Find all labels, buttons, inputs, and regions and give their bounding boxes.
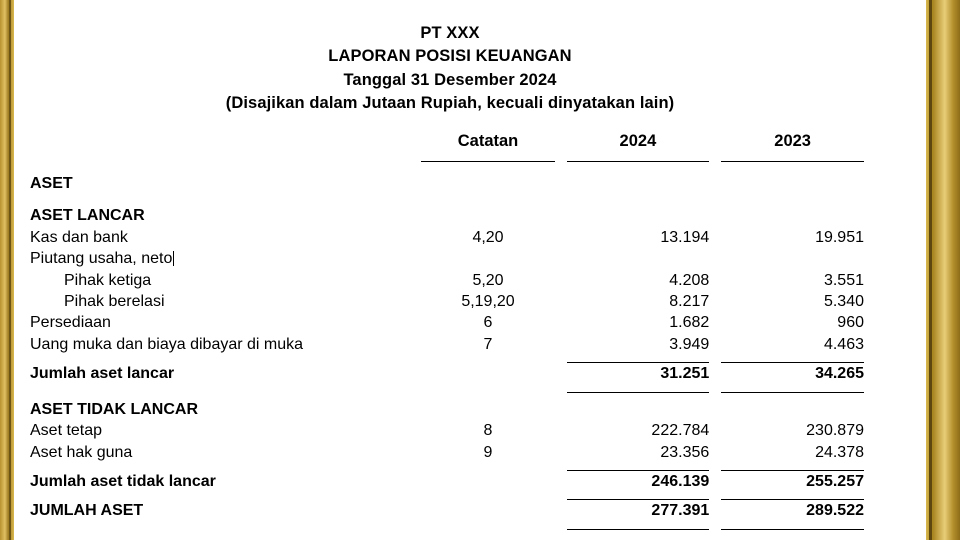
- rule-year2-cell: [715, 492, 870, 500]
- subtotal-rule-row: [30, 355, 870, 363]
- cell-year1: 31.251: [660, 365, 710, 383]
- cell-note: [415, 500, 560, 521]
- rule-year1-cell: [561, 463, 716, 471]
- column-header-note: Catatan: [457, 131, 519, 150]
- subtotal-rule-row: [30, 463, 870, 471]
- row-label-kas-dan-bank: Kas dan bank: [30, 228, 128, 246]
- cell-note: [415, 173, 560, 194]
- rule-year1-cell: [561, 355, 716, 363]
- cell-year1: 222.784: [651, 422, 710, 440]
- table-row: [30, 270, 870, 291]
- row-label-jumlah-aset: JUMLAH ASET: [30, 502, 144, 520]
- table-row: [30, 420, 870, 441]
- rule-label-cell: [30, 492, 415, 500]
- cell-year1: 277.391: [651, 502, 710, 520]
- column-header-year-2024: 2024: [619, 131, 657, 150]
- statement-header: [30, 22, 870, 116]
- cell-year1: 246.139: [651, 473, 710, 491]
- column-header-label: [30, 130, 415, 154]
- cell-year2: 34.265: [815, 365, 864, 383]
- cell-note: 4,20: [472, 228, 504, 246]
- table-row: [30, 248, 870, 269]
- header-rule-year2-cell: [715, 154, 870, 162]
- table-row: [30, 291, 870, 312]
- text-cursor-caret: [173, 251, 174, 266]
- cell-year2: 960: [837, 314, 864, 332]
- rule-note-cell: [415, 463, 560, 471]
- subtotal-underline-row: [30, 385, 870, 393]
- cell-year1: [561, 173, 716, 194]
- cell-year1: 3.949: [669, 335, 710, 353]
- cell-note: 5,20: [472, 271, 504, 289]
- rule-note-cell: [415, 492, 560, 500]
- table-row: [30, 442, 870, 463]
- cell-year1: 13.194: [660, 228, 710, 246]
- cell-year1: 8.217: [669, 292, 710, 310]
- page-edge-left-decoration: [0, 0, 14, 540]
- rule-note-cell: [415, 385, 560, 393]
- rule-label-cell: [30, 522, 415, 530]
- row-label-aset-tetap: Aset tetap: [30, 422, 103, 440]
- cell-year2: 289.522: [806, 502, 864, 520]
- rule-year1-cell: [561, 385, 716, 393]
- row-label-jumlah-aset-tidak-lancar: Jumlah aset tidak lancar: [30, 473, 216, 491]
- rule-year2-cell: [715, 385, 870, 393]
- rule-label-cell: [30, 355, 415, 363]
- column-header-year-2023: 2023: [774, 131, 811, 150]
- rule-label-cell: [30, 463, 415, 471]
- section-title-aset: ASET: [30, 174, 73, 192]
- cell-year1: 4.208: [669, 271, 710, 289]
- company-name: PT XXX: [420, 24, 480, 42]
- rule-note-cell: [415, 355, 560, 363]
- table-row: [30, 227, 870, 248]
- rule-year2-cell: [715, 355, 870, 363]
- spacer: [30, 194, 870, 205]
- cell-note: 6: [483, 314, 493, 332]
- cell-year2: [715, 205, 870, 226]
- cell-year2: [715, 399, 870, 420]
- page-edge-left-seam: [9, 0, 11, 540]
- cell-note: [415, 363, 560, 384]
- cell-year2: 255.257: [806, 473, 864, 491]
- cell-year1: [561, 205, 716, 226]
- row-label-text: Piutang usaha, neto: [30, 250, 173, 268]
- table-column-headers: [30, 130, 870, 154]
- row-label-piutang-usaha-neto: [30, 248, 415, 269]
- cell-note: 5,19,20: [461, 292, 515, 310]
- cell-note: [415, 205, 560, 226]
- rule-note-cell: [415, 522, 560, 530]
- table-row-grand-total: [30, 500, 870, 521]
- cell-year2: 230.879: [806, 422, 864, 440]
- header-rule-year1-cell: [561, 154, 716, 162]
- cell-year2: 5.340: [823, 292, 864, 310]
- row-label-uang-muka: Uang muka dan biaya dibayar di muka: [30, 335, 304, 353]
- cell-year2: 4.463: [823, 335, 864, 353]
- section-title-aset-lancar: ASET LANCAR: [30, 207, 145, 225]
- cell-note: 8: [483, 422, 493, 440]
- row-label-pihak-berelasi: Pihak berelasi: [64, 292, 165, 310]
- cell-year2: [715, 173, 870, 194]
- rule-year2-cell: [715, 522, 870, 530]
- cell-note: 7: [483, 335, 493, 353]
- table-row-total: [30, 363, 870, 384]
- statement-units: (Disajikan dalam Jutaan Rupiah, kecuali dinyatakan lain): [225, 94, 675, 113]
- table-row-total: [30, 471, 870, 492]
- table-row: [30, 205, 870, 226]
- rule-year1-cell: [561, 492, 716, 500]
- row-label-jumlah-aset-lancar: Jumlah aset lancar: [30, 365, 175, 383]
- header-rule-row: [30, 154, 870, 162]
- cell-note: [415, 399, 560, 420]
- cell-year1: 23.356: [660, 443, 710, 461]
- row-label-pihak-ketiga: Pihak ketiga: [64, 271, 152, 289]
- cell-year1: 1.682: [669, 314, 710, 332]
- header-rule-note-cell: [415, 154, 560, 162]
- cell-year2: 3.551: [823, 271, 864, 289]
- statement-date: Tanggal 31 Desember 2024: [343, 70, 557, 89]
- financial-statement: [14, 0, 886, 530]
- rule-year2-cell: [715, 463, 870, 471]
- spacer: [30, 162, 870, 173]
- table-row: [30, 173, 870, 194]
- cell-year1: [561, 248, 716, 269]
- cell-year2: 19.951: [815, 228, 864, 246]
- table-row: [30, 334, 870, 355]
- row-label-aset-hak-guna: Aset hak guna: [30, 443, 133, 461]
- grandtotal-underline-row: [30, 522, 870, 530]
- cell-year1: [561, 399, 716, 420]
- page-edge-right-seam: [929, 0, 932, 540]
- cell-year2: [715, 248, 870, 269]
- cell-note: [415, 471, 560, 492]
- cell-note: 9: [483, 443, 493, 461]
- document-page: [14, 0, 926, 540]
- row-label-persediaan: Persediaan: [30, 314, 111, 332]
- section-title-aset-tidak-lancar: ASET TIDAK LANCAR: [30, 400, 198, 418]
- statement-title: LAPORAN POSISI KEUANGAN: [328, 47, 572, 66]
- cell-year2: 24.378: [815, 443, 864, 461]
- header-rule-label-cell: [30, 154, 415, 162]
- table-row: [30, 399, 870, 420]
- balance-sheet-table: [30, 130, 870, 530]
- cell-note: [415, 248, 560, 269]
- table-row: [30, 312, 870, 333]
- page-edge-right-decoration: [926, 0, 960, 540]
- rule-label-cell: [30, 385, 415, 393]
- grandtotal-rule-row: [30, 492, 870, 500]
- rule-year1-cell: [561, 522, 716, 530]
